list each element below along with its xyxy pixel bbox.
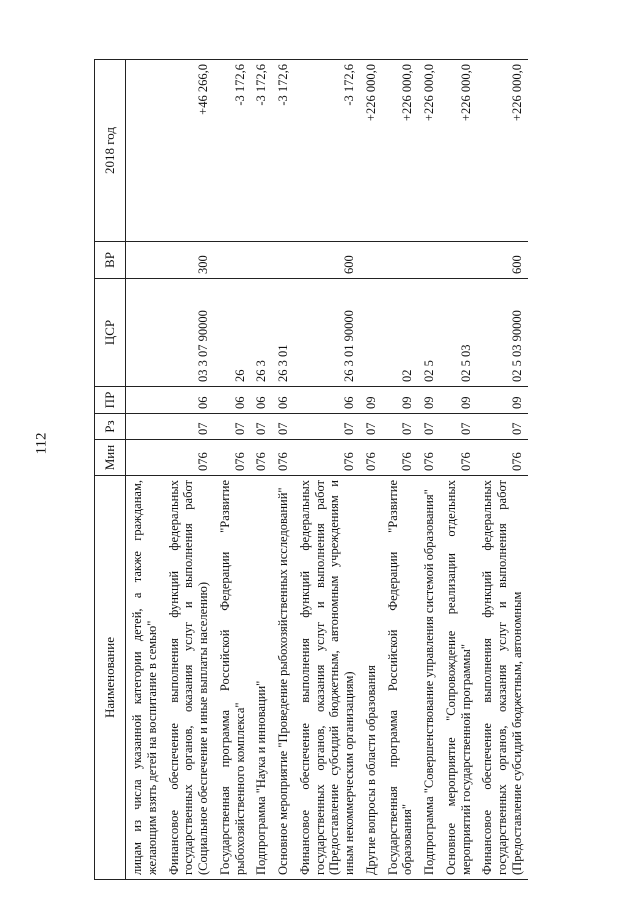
row-vr: [126, 242, 163, 279]
row-name: Финансовое обеспечение выполнения функций федеральных государственных органов, оказания услуг и выполнения работ (Социальное обеспечение и иные выплаты населению): [163, 476, 214, 880]
row-rz: 07: [476, 414, 527, 440]
row-min: 076: [476, 440, 527, 476]
row-csr: 02: [382, 279, 419, 387]
row-vr: [440, 242, 477, 279]
row-csr: 03 3 07 90000: [163, 279, 214, 387]
table-row: [272, 60, 294, 880]
row-rz: 07: [250, 414, 272, 440]
row-min: 076: [294, 440, 360, 476]
header-rz: Рз: [95, 414, 126, 440]
row-name: лицам из числа указанной категории детей, а также гражданам, желающим взять детей на воспитание в семью": [126, 476, 163, 880]
row-vr: 600: [294, 242, 360, 279]
header-vr: ВР: [95, 242, 126, 279]
row-vr: [382, 242, 419, 279]
table-row: [418, 60, 440, 880]
row-pr: 06: [250, 387, 272, 414]
header-name: Наименование: [95, 476, 126, 880]
row-vr: [272, 242, 294, 279]
row-name: Подпрограмма "Совершенствование управления системой образования": [418, 476, 440, 880]
header-pr: ПР: [95, 387, 126, 414]
row-pr: 06: [163, 387, 214, 414]
row-csr: 26: [214, 279, 251, 387]
row-min: [126, 440, 163, 476]
rotated-table-wrapper: [94, 60, 592, 880]
row-pr: 06: [272, 387, 294, 414]
row-min: 076: [418, 440, 440, 476]
row-sum: +226 000,0: [360, 60, 382, 242]
row-rz: 07: [360, 414, 382, 440]
row-sum: +226 000,0: [440, 60, 477, 242]
row-vr: 300: [163, 242, 214, 279]
row-sum: -3 172,6: [214, 60, 251, 242]
row-csr: 26 3: [250, 279, 272, 387]
row-pr: 09: [476, 387, 527, 414]
table-row: [250, 60, 272, 880]
row-rz: 07: [382, 414, 419, 440]
row-name: Финансовое обеспечение выполнения функций федеральных государственных органов, оказания услуг и выполнения работ (Предоставление субсидий бюджетным, автономным: [476, 476, 527, 880]
row-sum: +46 266,0: [163, 60, 214, 242]
row-pr: 09: [418, 387, 440, 414]
table-row: [126, 60, 163, 880]
page-number: 112: [33, 432, 50, 455]
row-csr: 02 5 03 90000: [476, 279, 527, 387]
row-pr: 09: [440, 387, 477, 414]
row-sum: +226 000,0: [418, 60, 440, 242]
table-row: [440, 60, 477, 880]
row-min: 076: [360, 440, 382, 476]
row-name: Основное мероприятие "Сопровождение реализации отдельных мероприятий государственной программы": [440, 476, 477, 880]
table-header-row: [95, 60, 126, 880]
row-csr: 26 3 01: [272, 279, 294, 387]
row-name: Подпрограмма "Наука и инновации": [250, 476, 272, 880]
table-row: [382, 60, 419, 880]
header-csr: ЦСР: [95, 279, 126, 387]
table-row: [214, 60, 251, 880]
row-vr: [418, 242, 440, 279]
row-sum: -3 172,6: [250, 60, 272, 242]
row-rz: 07: [418, 414, 440, 440]
row-min: 076: [163, 440, 214, 476]
row-name: Государственная программа Российской Федерации "Развитие рыбохозяйственного комплекса": [214, 476, 251, 880]
table-row: [163, 60, 214, 880]
table-row: [294, 60, 360, 880]
row-vr: 600: [476, 242, 527, 279]
row-sum: +226 000,0: [382, 60, 419, 242]
row-rz: 07: [272, 414, 294, 440]
row-min: 076: [214, 440, 251, 476]
table-row: [476, 60, 527, 880]
row-vr: [250, 242, 272, 279]
row-name: Основное мероприятие "Проведение рыбохозяйственных исследований": [272, 476, 294, 880]
row-rz: 07: [163, 414, 214, 440]
row-name: Государственная программа Российской Федерации "Развитие образования": [382, 476, 419, 880]
row-min: 076: [250, 440, 272, 476]
row-min: 076: [440, 440, 477, 476]
row-sum: [126, 60, 163, 242]
row-name: Финансовое обеспечение выполнения функций федеральных государственных органов, оказания услуг и выполнения работ (Предоставление субсидий бюджетным, автономным учреждениям и иным некоммерческим организациям): [294, 476, 360, 880]
row-min: 076: [382, 440, 419, 476]
header-year: 2018 год: [95, 60, 126, 242]
row-pr: [126, 387, 163, 414]
row-csr: 26 3 01 90000: [294, 279, 360, 387]
row-pr: 09: [382, 387, 419, 414]
row-vr: [214, 242, 251, 279]
table-stage: [94, 60, 592, 880]
row-pr: 06: [294, 387, 360, 414]
row-pr: 06: [214, 387, 251, 414]
row-vr: [360, 242, 382, 279]
table-row: [360, 60, 382, 880]
row-rz: 07: [440, 414, 477, 440]
row-name: Другие вопросы в области образования: [360, 476, 382, 880]
row-min: 076: [272, 440, 294, 476]
row-rz: [126, 414, 163, 440]
row-rz: 07: [294, 414, 360, 440]
header-min: Мин: [95, 440, 126, 476]
row-csr: 02 5: [418, 279, 440, 387]
row-csr: [360, 279, 382, 387]
row-csr: 02 5 03: [440, 279, 477, 387]
budget-table: [94, 59, 528, 880]
row-sum: +226 000,0: [476, 60, 527, 242]
row-sum: -3 172,6: [294, 60, 360, 242]
row-sum: -3 172,6: [272, 60, 294, 242]
row-pr: 09: [360, 387, 382, 414]
row-csr: [126, 279, 163, 387]
row-rz: 07: [214, 414, 251, 440]
